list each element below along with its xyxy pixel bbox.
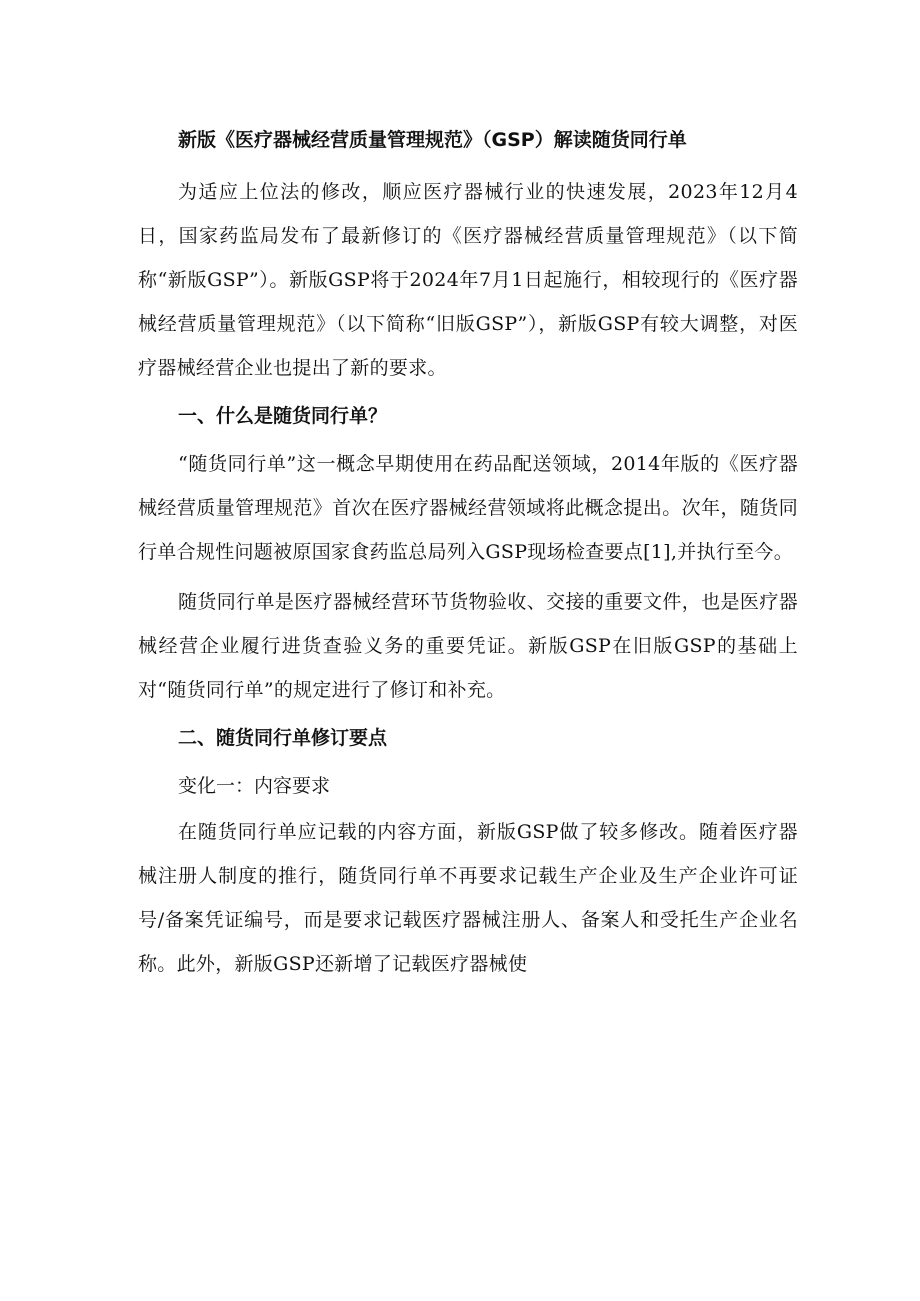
section-2-paragraph-1: 在随货同行单应记载的内容方面，新版GSP做了较多修改。随着医疗器械注册人制度的推行，随货同行单不再要求记载生产企业及生产企业许可证号/备案凭证编号，而是要求记载医疗器械注册人、备案人和受托生产企业名称。此外，新版GSP还新增了记载医疗器械使 — [138, 821, 798, 975]
intro-paragraph: 为适应上位法的修改，顺应医疗器械行业的快速发展，2023年12月4日，国家药监局发布了最新修订的《医疗器械经营质量管理规范》（以下简称“新版GSP”）。新版GSP将于2024年7月1日起施行，相较现行的《医疗器械经营质量管理规范》（以下简称“旧版GSP”），新版GSP有较大调整，对医疗器械经营企业也提出了新的要求。 — [138, 181, 798, 379]
document-title: 新版《医疗器械经营质量管理规范》（GSP）解读随货同行单 — [178, 129, 687, 151]
section-2-heading: 二、随货同行单修订要点 — [178, 727, 388, 749]
document-body — [138, 124, 798, 986]
section-1-paragraph-1: “随货同行单”这一概念早期使用在药品配送领域，2014年版的《医疗器械经营质量管理规范》首次在医疗器械经营领域将此概念提出。次年，随货同行单合规性问题被原国家食药监总局列入GSP现场检查要点[1],并执行至今。 — [138, 453, 798, 563]
section-2-subheading: 变化一：内容要求 — [178, 775, 331, 797]
section-1-paragraph-2: 随货同行单是医疗器械经营环节货物验收、交接的重要文件，也是医疗器械经营企业履行进货查验义务的重要凭证。新版GSP在旧版GSP的基础上对“随货同行单”的规定进行了修订和补充。 — [138, 591, 798, 701]
section-1-heading: 一、什么是随货同行单？ — [178, 405, 388, 427]
